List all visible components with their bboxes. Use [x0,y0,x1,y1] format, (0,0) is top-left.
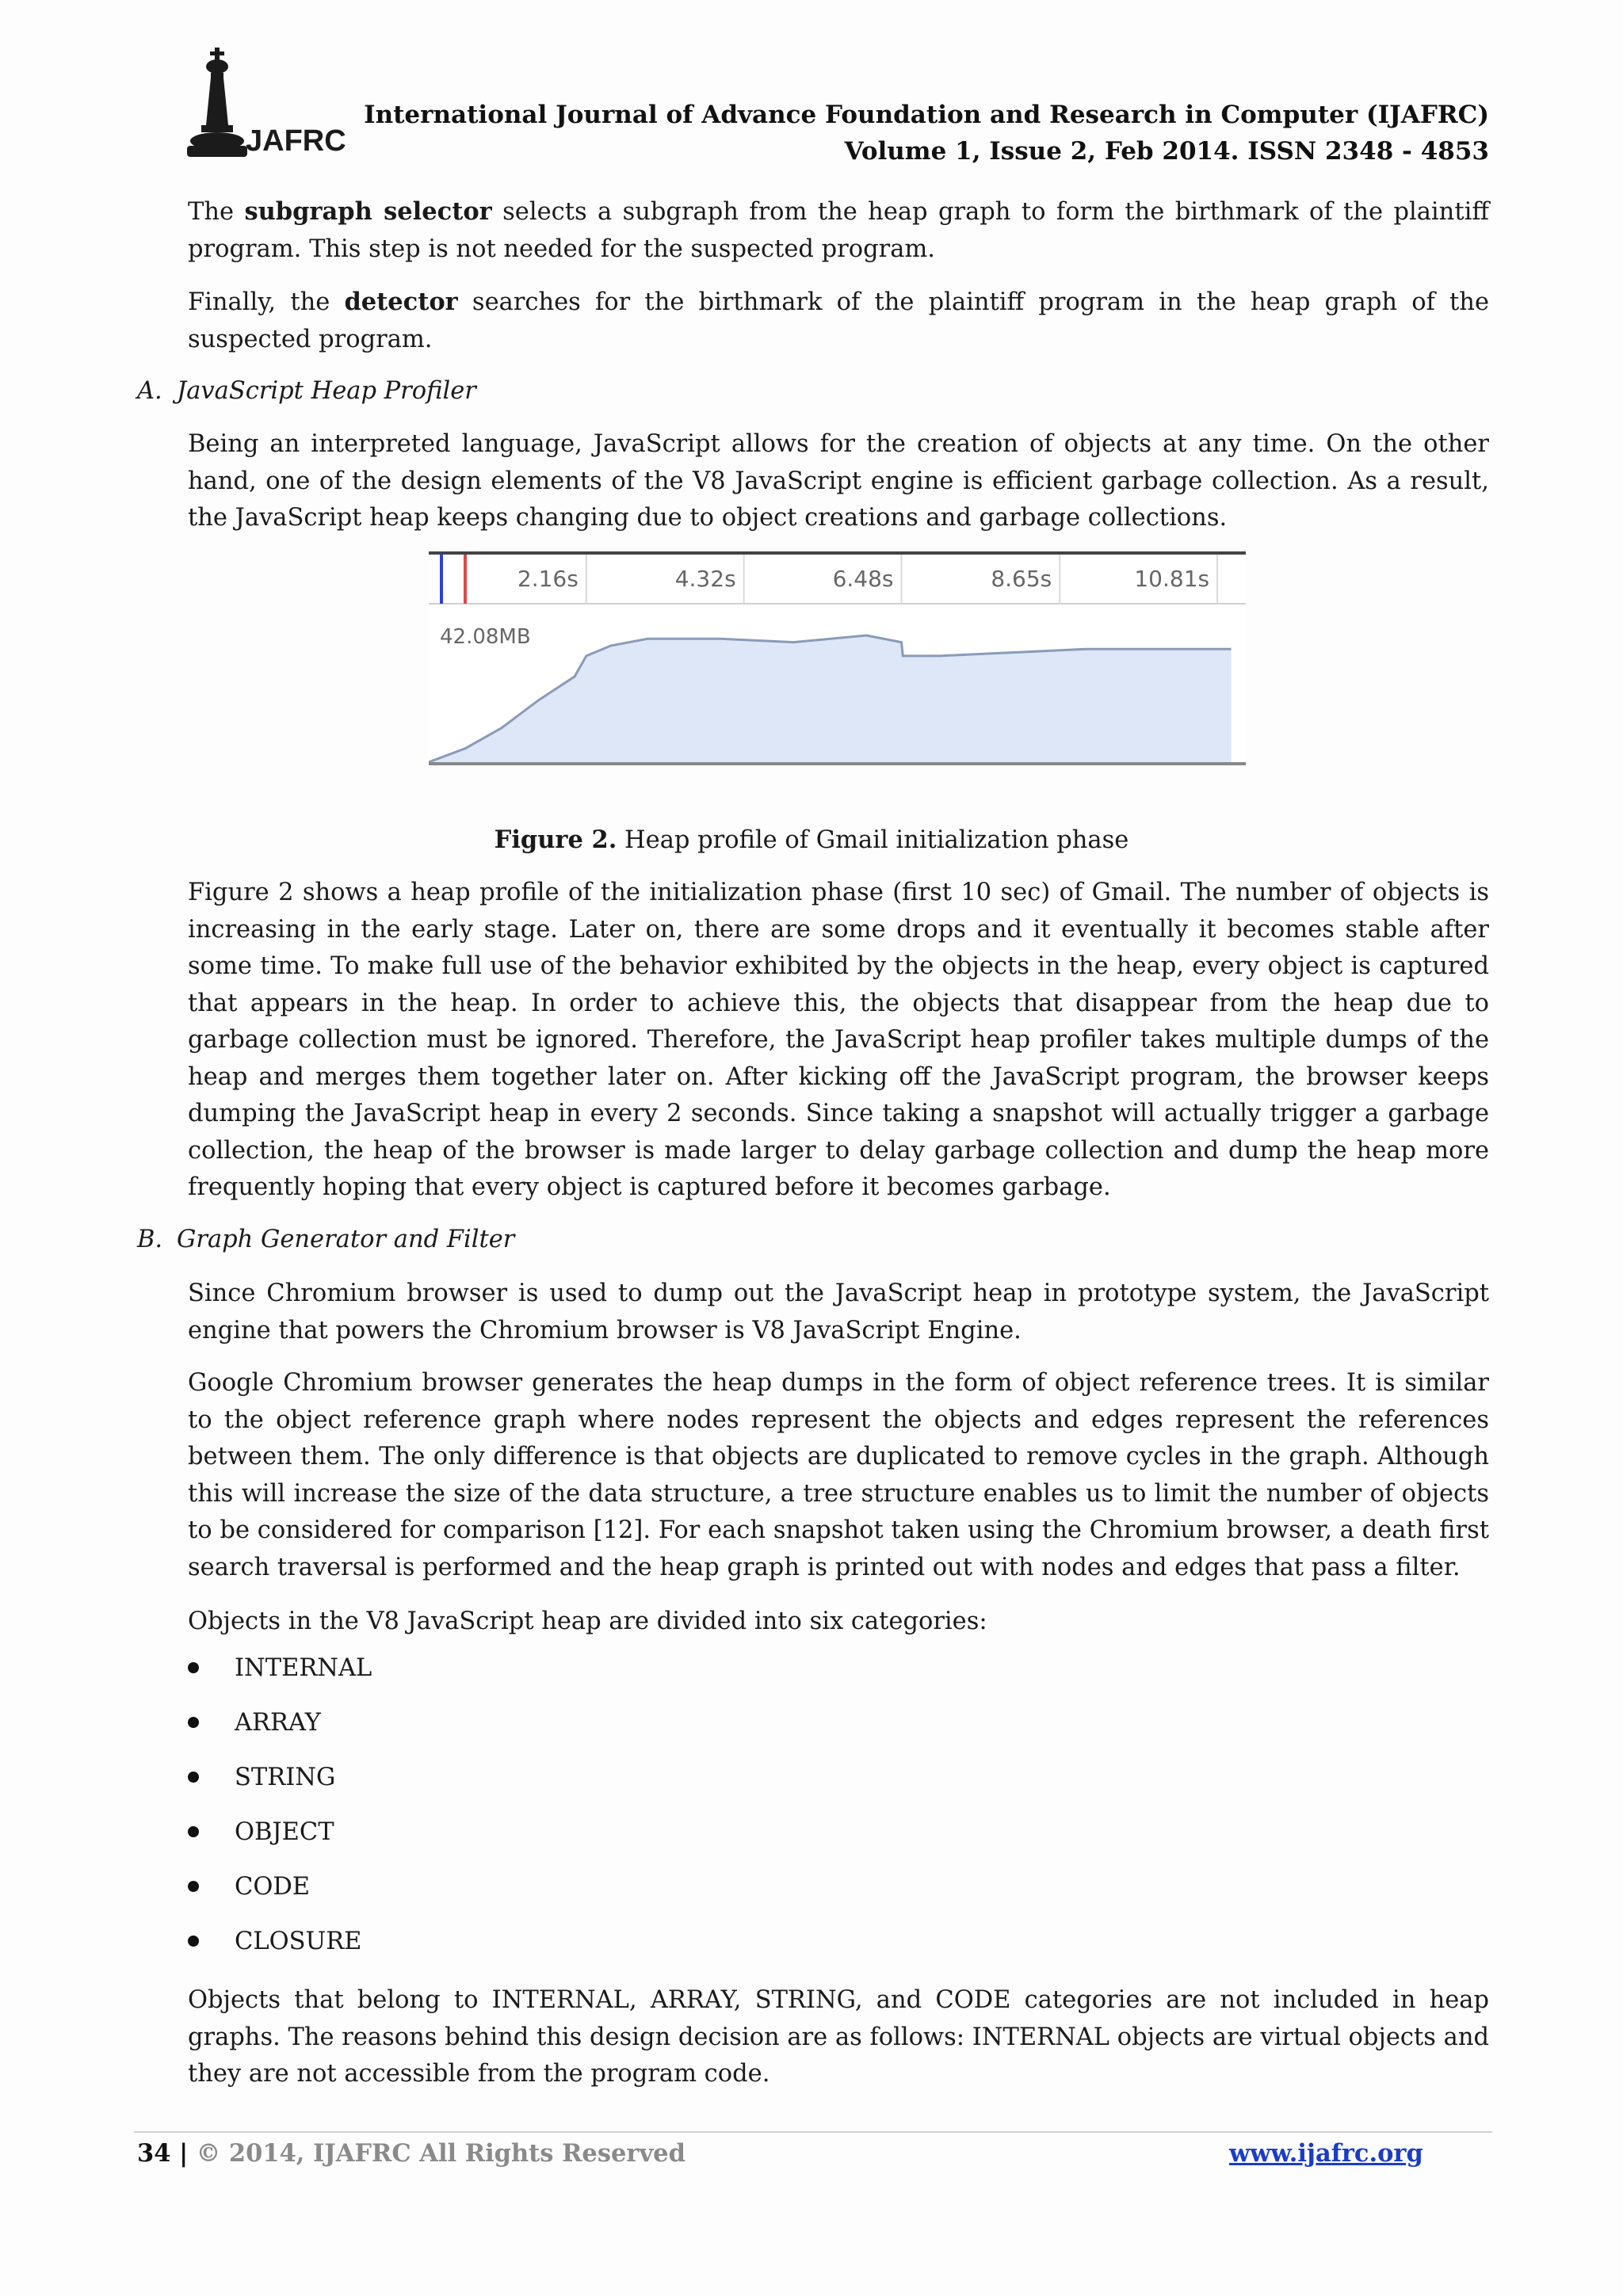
selection-end-marker [464,555,467,604]
bullet-icon [188,1936,199,1947]
paragraph-subgraph-selector: The subgraph selector selects a subgraph from the heap graph to form the birthmark of the plaintiff program. This step is not needed for the suspected program. [188,197,1489,263]
term-detector: detector [344,288,458,316]
section-heading-b [137,1222,514,1258]
copyright-text: © 2014, IJAFRC All Rights Reserved [196,2139,685,2168]
logo-text: JAFRC [246,124,346,158]
bullet-icon [188,1717,199,1728]
paragraph-figure-2-discussion: Figure 2 shows a heap profile of the initialization phase (first 10 sec) of Gmail. The number of objects is increasing in the early stage. Later on, there are some drops and it eventually it becomes stable after some time. To make full use of the behavior exhibited by the objects in the heap, every object is captured that appears in the heap. In order to achieve this, the objects that disappear from the heap due to garbage collection must be ignored. Therefore, the JavaScript heap profiler takes multiple dumps of the heap and merges them together later on. After kicking off the JavaScript program, the browser keeps dumping the JavaScript heap in every 2 seconds. Since taking a snapshot will actually trigger a garbage collection, the heap of the browser is made larger to delay garbage collection and dump the heap more frequently hoping that every object is captured before it becomes garbage. [188,879,1489,1201]
section-heading-a [137,373,476,410]
volume-line: Volume 1, Issue 2, Feb 2014. ISSN 2348 - 4853 [844,137,1489,166]
selection-start-marker [440,555,443,604]
footer-divider [134,2131,1492,2133]
time-tick-label: 10.81s [1134,566,1210,592]
website-link[interactable]: www.ijafrc.org [1229,2139,1423,2168]
bullet-icon [188,1772,199,1783]
paragraph-heap-dumps: Google Chromium browser generates the heap dumps in the form of object reference trees. It is similar to the object reference graph where nodes represent the objects and edges represent the references between them. The only difference is that objects are duplicated to remove cycles in the graph. Although this will increase the size of the data structure, a tree structure enables us to limit the number of objects to be considered for comparison [12]. For each snapshot taken using the Chromium browser, a death first search traversal is performed and the heap graph is printed out with nodes and edges that pass a filter. [188,1369,1489,1581]
journal-header [364,97,1489,170]
footer-copyright: 34 | © 2014, IJAFRC All Rights Reserved [137,2139,685,2168]
paragraph-categories-intro: Objects in the V8 JavaScript heap are divided into six categories: [188,1608,987,1635]
time-tick-label: 2.16s [517,566,579,592]
figure-caption-text: Heap profile of Gmail initialization phase [617,826,1129,854]
paper-page: JAFRC International Journal of Advance Foundation and Research in Computer (IJAFRC) Volume 1, Issue 2, Feb 2014. ISSN 2348 - 4853 The subgraph selector selects a subgraph from the heap graph to form the birthmark of the plaintiff program. This step is not needed for the suspected program. Finally, the detector searches for the birthmark of the plaintiff program in the heap graph of the suspected program. A. JavaScript Heap Profiler Being an interpreted language, JavaScript allows for the creation of objects at any time. On the other hand, one of the design elements of the V8 JavaScript engine is efficient garbage collection. As a result, the JavaScript heap keeps changing due to object creations and garbage collections. 2.16s 4.32s 6.48s 8.65s 10.81s 42.08MB Figure 2. Heap profile of Gmail initialization phase Figure 2 shows a heap profile of the initialization phase (first 10 sec) of Gmail. The number of objects is increasing in the early stage. Later on, there are some drops and it eventually it becomes stable after some time. To make full use of the behavior exhibited by the objects in the heap, every object is captured that appears in the heap. In order to achieve this, the objects that disappear from the heap due to garbage collection must be ignored. Therefore, the JavaScript heap profiler takes multiple dumps of the heap and merges them together later on. After kicking off the JavaScript program, the browser keeps dumping the JavaScript heap in every 2 seconds. Since taking a snapshot will actually trigger a garbage collection, the heap of the browser is made larger to delay garbage collection and dump the heap more frequently hoping that every object is captured before it becomes garbage. B. Graph Generator and Filter Since Chromium browser is used to dump out the JavaScript heap in prototype system, the JavaScript engine that powers the Chromium browser is V8 JavaScript Engine. Google Chromium browser generates the heap dumps in the form of object reference trees. It is similar to the object reference graph where nodes represent the objects and edges represent the references between them. The only difference is that objects are duplicated to remove cycles in the graph. Although this will increase the size of the data structure, a tree structure enables us to limit the number of objects to be considered for comparison [12]. For each snapshot taken using the Chromium browser, a death first search traversal is performed and the heap graph is printed out with nodes and edges that pass a filter. Objects in the V8 JavaScript heap are divided into six categories: INTERNAL ARRAY STRING OBJECT CODE CLOSURE Objects that belong to INTERNAL, ARRAY, STRING, and CODE categories are not included in heap graphs. The reasons behind this design decision are as follows: INTERNAL objects are virtual objects and they are not accessible from the program code. 34 | © 2014, IJAFRC All Rights Reserved www.ijafrc.org [0,0,1623,2296]
paragraph-detector: Finally, the detector searches for the birthmark of the plaintiff program in the heap graph of the suspected program. [188,288,1489,353]
page-number: 34 [137,2139,171,2168]
paragraph-chromium: Since Chromium browser is used to dump out the JavaScript heap in prototype system, the JavaScript engine that powers the Chromium browser is V8 JavaScript Engine. [188,1280,1489,1344]
figure-label: Figure 2. [494,826,617,854]
time-tick-label: 4.32s [674,566,736,592]
time-tick-label: 6.48s [832,566,894,592]
bullet-icon [188,1881,199,1892]
paragraph-excluded-categories: Objects that belong to INTERNAL, ARRAY, STRING, and CODE categories are not included in heap graphs. The reasons behind this design decision are as follows: INTERNAL objects are virtual objects and they are not accessible from the program code. [188,1986,1489,2088]
bullet-icon [188,1826,199,1837]
section-title: Graph Generator and Filter [177,1226,515,1253]
jafrc-logo [176,48,363,166]
journal-title: International Journal of Advance Foundation and Research in Computer (IJAFRC) [364,101,1489,129]
section-title: JavaScript Heap Profiler [177,377,476,405]
section-letter: A. [137,377,162,405]
time-tick-label: 8.65s [991,566,1052,592]
paragraph-interpreted-language: Being an interpreted language, JavaScript allows for the creation of objects at any time. On the other hand, one of the design elements of the V8 JavaScript engine is efficient garbage collection. As a result, the JavaScript heap keeps changing due to object creations and garbage collections. [188,430,1489,532]
memory-label: 42.08MB [440,625,531,649]
section-letter: B. [137,1226,163,1253]
bullet-icon [188,1662,199,1673]
term-subgraph-selector: subgraph selector [244,197,492,226]
figure-caption [0,826,1623,854]
chess-king-icon [187,48,247,157]
heap-profile-chart [429,551,1246,767]
